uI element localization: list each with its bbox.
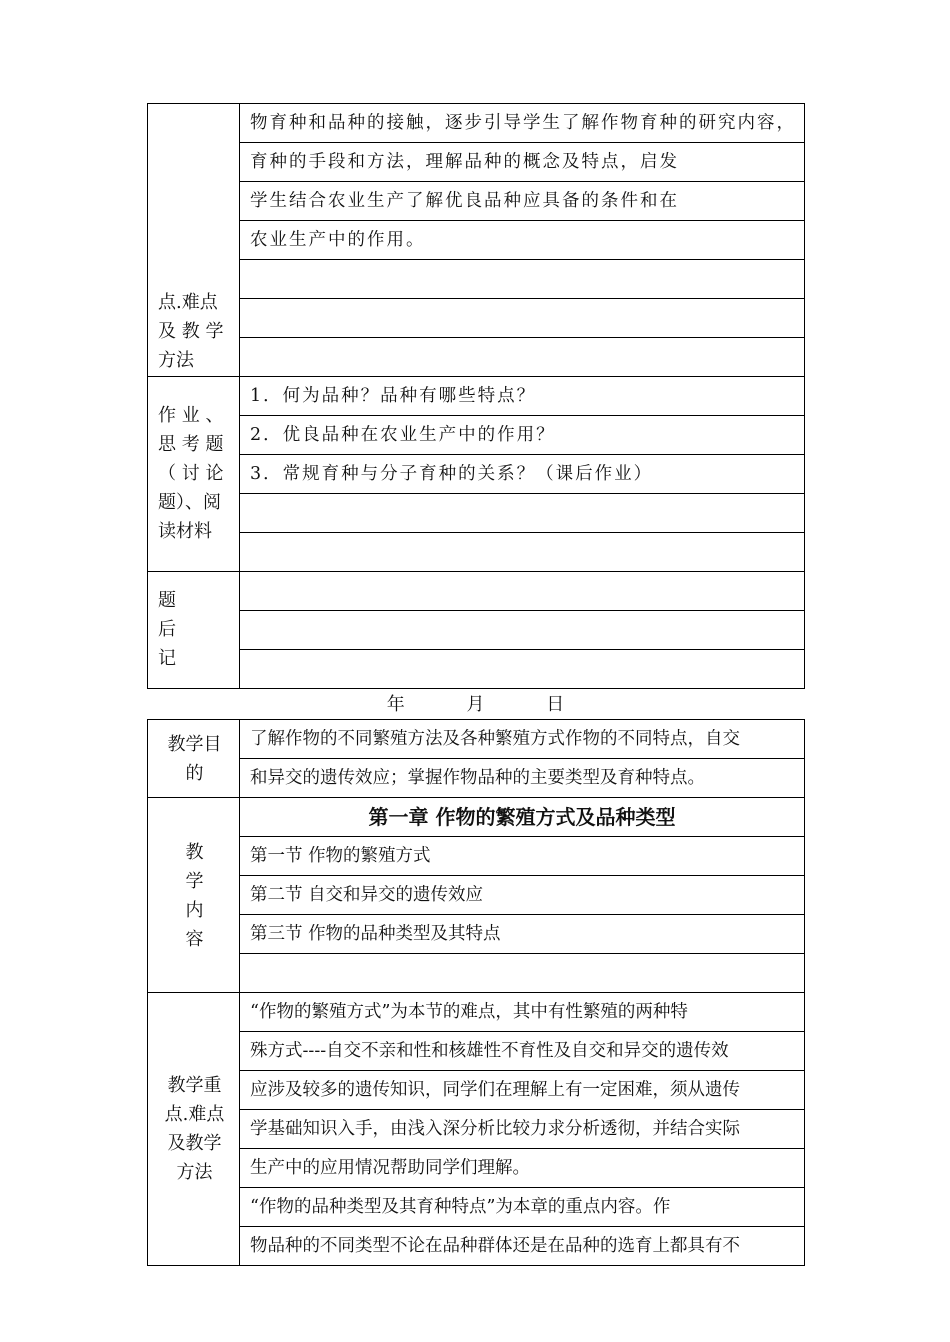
text-line: 育种的手段和方法，理解品种的概念及特点，启发 — [240, 143, 805, 182]
question-line: 3．常规育种与分子育种的关系？（课后作业） — [240, 455, 805, 494]
text-line: 农业生产中的作用。 — [240, 221, 805, 260]
empty-line — [240, 533, 805, 572]
row-label-key-points-2 — [148, 993, 240, 1266]
empty-line — [240, 299, 805, 338]
label-text: 作 业 、 思 考 题 （ 讨 论 题）、阅 读材料 — [158, 405, 224, 542]
lesson-plan-table-1 — [147, 103, 805, 689]
text-line: 生产中的应用情况帮助同学们理解。 — [240, 1149, 805, 1188]
empty-line — [240, 650, 805, 689]
text-line: “作物的繁殖方式”为本节的难点，其中有性繁殖的两种特 — [240, 993, 805, 1032]
empty-line — [240, 260, 805, 299]
section-line: 第一节 作物的繁殖方式 — [240, 837, 805, 876]
question-line: 1．何为品种？品种有哪些特点？ — [240, 377, 805, 416]
empty-line — [240, 338, 805, 377]
row-label-key-points — [148, 104, 240, 377]
row-label-content — [148, 798, 240, 993]
text-line: 应涉及较多的遗传知识，同学们在理解上有一定困难，须从遗传 — [240, 1071, 805, 1110]
text-line: 了解作物的不同繁殖方法及各种繁殖方式作物的不同特点，自交 — [240, 720, 805, 759]
label-text: 教 学 内 容 — [185, 842, 204, 950]
text-line: 物育种和品种的接触，逐步引导学生了解作物育种的研究内容， — [240, 104, 805, 143]
chapter-heading: 第一章 作物的繁殖方式及品种类型 — [240, 798, 805, 837]
text-line: “作物的品种类型及其育种特点”为本章的重点内容。作 — [240, 1188, 805, 1227]
row-label-homework — [148, 377, 240, 572]
text-line: 殊方式----自交不亲和性和核雄性不育性及自交和异交的遗传效 — [240, 1032, 805, 1071]
text-line: 物品种的不同类型不论在品种群体还是在品种的选育上都具有不 — [240, 1227, 805, 1266]
lesson-plan-table-2 — [147, 719, 805, 1266]
empty-line — [240, 572, 805, 611]
section-line: 第二节 自交和异交的遗传效应 — [240, 876, 805, 915]
day-label: 日 — [546, 694, 565, 715]
year-label: 年 — [386, 694, 405, 715]
month-label: 月 — [466, 694, 485, 715]
text-line: 学基础知识入手，由浅入深分析比较力求分析透彻，并结合实际 — [240, 1110, 805, 1149]
label-text: 点.难点 及 教 学 方法 — [158, 292, 224, 371]
label-text: 教学重 点.难点 及教学 方法 — [164, 1075, 225, 1183]
section-line: 第三节 作物的品种类型及其特点 — [240, 915, 805, 954]
row-label-postscript — [148, 572, 240, 689]
label-text: 教学目 的 — [167, 734, 222, 784]
empty-line — [240, 611, 805, 650]
row-label-objectives — [148, 720, 240, 798]
text-line: 学生结合农业生产了解优良品种应具备的条件和在 — [240, 182, 805, 221]
date-line — [147, 692, 804, 718]
question-line: 2．优良品种在农业生产中的作用？ — [240, 416, 805, 455]
empty-line — [240, 494, 805, 533]
empty-line — [240, 954, 805, 993]
text-line: 和异交的遗传效应；掌握作物品种的主要类型及育种特点。 — [240, 759, 805, 798]
label-text: 题 后 记 — [158, 590, 176, 669]
